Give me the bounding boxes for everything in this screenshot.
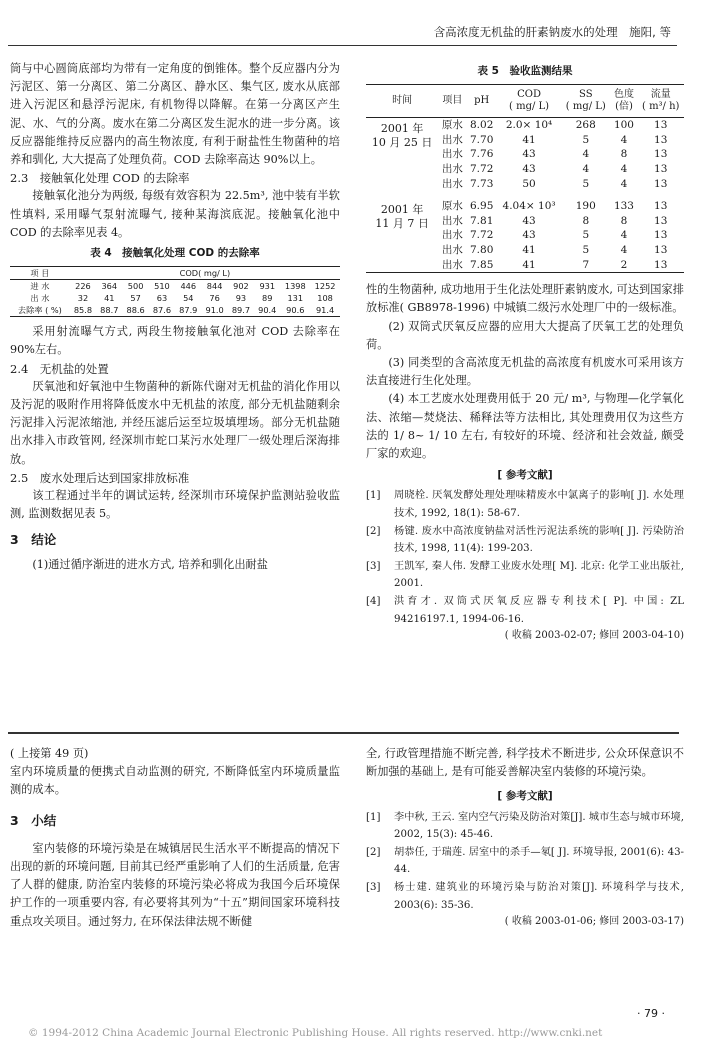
- paragraph: (4) 本工艺废水处理费用低于 20 元/ m³, 与物理—化学氧化法、浓缩—焚烧法、稀释法等方法相比, 其处理费用仅为这些方法的 1/ 8~ 1/ 10 左右, 有较好的环境、经济和社会效益, 颇受厂家的欢迎。: [366, 392, 684, 460]
- t5-cell-color: 4: [620, 229, 628, 242]
- reference-number: [3]: [366, 560, 381, 572]
- t4-cell: 131: [287, 293, 304, 304]
- references-heading: [ 参考文献]: [497, 469, 553, 482]
- t5-cell-item: 出水: [441, 162, 463, 175]
- table-4: [10, 266, 340, 317]
- left-column: [10, 60, 340, 574]
- t5-cell-ph: 7.80: [470, 243, 494, 256]
- reference-item: [366, 487, 684, 522]
- t5-cell-cod: 43: [522, 162, 536, 175]
- t5-cell-flow: 13: [654, 200, 668, 213]
- t5-cell-color: 8: [620, 148, 628, 161]
- t4-cell: 90.4: [258, 305, 277, 316]
- received-date: ( 收稿 2003-02-07; 修回 2003-04-10): [504, 630, 684, 642]
- paragraph: 室内环境质量的便携式自动监测的研究, 不断降低室内环境质量监测的成本。: [10, 765, 340, 797]
- t5-cell-ph: 7.72: [470, 229, 494, 242]
- t5-cell-color: 133: [613, 200, 634, 213]
- t5-cell-ss: 268: [575, 119, 596, 132]
- t5-cell-flow: 13: [654, 133, 668, 146]
- t4-cell: 41: [104, 293, 115, 304]
- reference-number: [2]: [366, 525, 381, 537]
- t5-cell-ss: 190: [575, 200, 596, 213]
- section-3-summary-title: 3 小结: [10, 812, 57, 828]
- t4-cell: 54: [183, 293, 194, 304]
- t4-cell: 93: [235, 293, 247, 304]
- paragraph: 性的生物菌种, 成功地用于生化法处理肝素钠废水, 可达到国家排放标准( GB8978-1996) 中城镇二级污水处理厂中的一级标准。: [366, 283, 684, 315]
- t5-cell-cod: 41: [522, 243, 536, 256]
- t5-cell-flow: 13: [654, 148, 668, 161]
- section-2-4-title: 2.4 无机盐的处置: [10, 361, 109, 376]
- reference-number: [2]: [366, 846, 381, 858]
- t5-cell-flow: 13: [654, 229, 668, 242]
- paragraph: 接触氧化池分为两级, 每级有效容积为 22.5m³, 池中装有半软性填料, 采用曝气泵射流曝气, 接种某海滨底泥。接触氧化池中 COD 的去除率见表 4。: [10, 189, 340, 239]
- t4-cell: 85.8: [73, 305, 93, 316]
- paragraph: 筒与中心圆筒底部均为带有一定角度的倒锥体。整个反应器内分为污泥区、第一分离区、第二分离区、静水区、集气区, 废水从底部进入污泥区和悬浮污泥床, 有机物得以降解。在第一分离区产生泥、水、气的分离。废水在第二分离区发生泥水的进一步分离。该反应器能维持反应器内的高生物浓度, 有利于耐盐性生物菌种的培养和驯化, 大大提高了处理负荷。COD 去除率高达 90%以上。: [10, 62, 340, 167]
- section-2-3-title: 2.3 接触氧化处理 COD 的去除率: [10, 171, 190, 186]
- t4-cell: 364: [101, 281, 118, 292]
- t5-cell-color: 100: [613, 119, 634, 132]
- t4-cell: 91.0: [205, 305, 224, 316]
- t4-cell: 902: [233, 281, 249, 292]
- t4-cell: 76: [209, 293, 220, 304]
- t5-cell-item: 原水: [441, 119, 463, 132]
- t5-cell-cod: 43: [522, 229, 536, 242]
- t5-cell-ss: 7: [582, 258, 590, 271]
- t5-cell-item: 出水: [441, 229, 463, 242]
- t5-cell-ph: 7.76: [470, 148, 494, 161]
- t5-cell-flow: 13: [654, 243, 668, 256]
- reference-text: 周晓栓. 厌氧发酵处理处理味精废水中氯离子的影响[ J]. 水处理技术, 1992, 18(1): 58-67.: [394, 490, 684, 519]
- reference-text: 杨键. 废水中高浓度钠盐对活性污泥法系统的影响[ J]. 污染防治技术, 1998, 11(4): 199-203.: [394, 525, 684, 555]
- reference-number: [3]: [366, 881, 381, 893]
- t5-cell-ss: 5: [582, 177, 590, 190]
- t4-row-label: 进 水: [30, 281, 50, 292]
- references-list: [366, 487, 684, 628]
- references-heading: [ 参考文献]: [497, 790, 553, 803]
- t5-header-color: 色度 (倍): [610, 85, 637, 118]
- bottom-right-column: [366, 745, 684, 930]
- t4-cell: 63: [156, 293, 168, 304]
- paragraph: 全, 行政管理措施不断完善, 科学技术不断进步, 公众环保意识不断加强的基础上, 是有可能妥善解决室内装修的环境污染。: [366, 747, 684, 779]
- t5-cell-item: 出水: [441, 214, 463, 227]
- paragraph: (3) 同类型的含高浓度无机盐的高浓度有机废水可采用该方法直接进行生化处理。: [366, 355, 684, 388]
- t5-cell-ss: 5: [582, 133, 590, 146]
- right-column: [366, 60, 684, 644]
- t4-cell: 88.6: [126, 305, 145, 316]
- reference-item: [366, 593, 684, 628]
- t4-cell: 931: [259, 281, 276, 292]
- reference-number: [1]: [366, 490, 381, 502]
- t4-cell: 226: [75, 281, 91, 292]
- copyright-footer: © 1994-2012 China Academic Journal Electronic Publishing House. All rights reserved. http://www.cnki.net: [28, 1027, 603, 1039]
- t5-cell-ph: 8.02: [470, 119, 494, 132]
- paragraph: 该工程通过半年的调试运转, 经深圳市环境保护监测站验收监测, 监测数据见表 5。: [10, 489, 340, 521]
- t4-cell: 88.7: [100, 305, 119, 316]
- t5-cell-ph: 7.73: [470, 177, 494, 190]
- t5-header-ss: SS ( mg/ L): [561, 85, 610, 118]
- t5-cell-color: 4: [620, 243, 628, 256]
- t5-cell-flow: 13: [654, 177, 668, 190]
- reference-text: 杨士建. 建筑业的环境污染与防治对策[J]. 环境科学与技术, 2003(6): 35-36.: [394, 881, 684, 911]
- t5-cell-ss: 4: [582, 148, 590, 161]
- reference-text: 洪育才. 双筒式厌氧反应器专利技术[ P]. 中国: ZL 94216197.1, 1994-06-16.: [394, 595, 684, 625]
- t5-header-item: 项目: [438, 85, 466, 118]
- paragraph: (2) 双筒式厌氧反应器的应用大大提高了厌氧工艺的处理负荷。: [366, 319, 684, 351]
- t5-cell-item: 出水: [441, 177, 463, 190]
- table-5: [366, 84, 684, 273]
- t4-row: [10, 280, 340, 293]
- t5-cell-ss: 5: [582, 229, 590, 242]
- running-header: 含高浓度无机盐的肝素钠废水的处理 施阳, 等: [433, 25, 671, 39]
- t5-date: 2001 年 10 月 25 日: [371, 122, 433, 150]
- t4-row: [10, 292, 340, 304]
- t5-cell-color: 2: [620, 258, 628, 271]
- t4-cell: 87.9: [179, 305, 198, 316]
- t5-header-time: 时间: [366, 85, 438, 118]
- t5-cell-item: 出水: [441, 258, 463, 271]
- paragraph: (1)通过循序渐进的进水方式, 培养和驯化出耐盐: [32, 557, 268, 571]
- t5-cell-ph: 7.81: [470, 214, 494, 227]
- t5-cell-item: 出水: [441, 243, 463, 256]
- t5-cell-color: 8: [620, 214, 628, 227]
- t4-cell: 108: [317, 293, 333, 304]
- t5-cell-flow: 13: [654, 214, 668, 227]
- references-list: [366, 809, 684, 915]
- t5-cell-cod: 41: [522, 258, 536, 271]
- reference-text: 李中秋, 王云. 室内空气污染及防治对策[J]. 城市生态与城市环境, 2002, 15(3): 45-46.: [394, 811, 684, 841]
- paragraph: 厌氧池和好氧池中生物菌种的新陈代谢对无机盐的消化作用以及污泥的吸附作用将降低废水中无机盐的浓度, 部分无机盐随剩余污泥排入污泥浓缩池, 并经压滤后运至垃圾填埋场。部分无机盐随出水排入市政管网, 经深圳市蛇口某污水处理厂一级处理后深海排放。: [10, 379, 340, 466]
- t5-header-ph: pH: [466, 85, 497, 118]
- t5-cell-item: 原水: [441, 200, 463, 213]
- table-5-caption: 表 5 验收监测结果: [477, 65, 573, 77]
- article-divider: [8, 732, 679, 734]
- t4-row-label: 去除率 ( %): [17, 305, 62, 316]
- t5-row: [366, 199, 684, 214]
- section-3-title: 3 结论: [10, 532, 57, 548]
- t4-cell: 844: [206, 281, 223, 292]
- page-number: · 79 ·: [637, 1007, 665, 1020]
- t5-cell-cod: 41: [522, 133, 536, 146]
- t4-cell: 1398: [284, 281, 306, 292]
- t5-cell-color: 4: [620, 177, 628, 190]
- t5-cell-color: 4: [620, 162, 628, 175]
- t4-cell: 89.7: [231, 305, 251, 316]
- t5-cell-ph: 6.95: [470, 200, 494, 213]
- table-4-caption: 表 4 接触氧化处理 COD 的去除率: [90, 247, 260, 260]
- t5-cell-ss: 4: [582, 162, 590, 175]
- t5-cell-ss: 5: [582, 243, 590, 256]
- t5-cell-color: 4: [620, 133, 628, 146]
- t5-header-cod: COD ( mg/ L): [497, 85, 561, 118]
- t4-cell: 91.4: [315, 305, 335, 316]
- t5-cell-flow: 13: [654, 258, 668, 271]
- t4-cell: 1252: [314, 281, 336, 292]
- t5-spacer: [366, 191, 684, 199]
- t5-row: [366, 118, 684, 133]
- reference-item: [366, 523, 684, 558]
- t5-cell-item: 出水: [441, 133, 463, 146]
- paragraph: 采用射流曝气方式, 两段生物接触氧化池对 COD 去除率在 90%左右。: [10, 325, 340, 357]
- t5-cell-cod: 4.04× 10³: [502, 200, 556, 213]
- t5-cell-cod: 43: [522, 148, 536, 161]
- t5-cell-ph: 7.72: [470, 162, 494, 175]
- reference-item: [366, 809, 684, 844]
- t5-cell-ph: 7.70: [470, 133, 494, 146]
- t4-cell: 89: [262, 293, 273, 304]
- t4-cell: 32: [77, 293, 89, 304]
- t5-cell-ss: 8: [582, 214, 590, 227]
- t5-cell-item: 出水: [441, 148, 463, 161]
- continued-from: ( 上接第 49 页): [10, 747, 89, 760]
- reference-text: 胡恭任, 于瑞莲. 居室中的杀手—氡[ J]. 环境导报, 2001(6): 43-44.: [394, 846, 684, 876]
- reference-item: [366, 558, 684, 593]
- t5-header-flow: 流量 ( m³/ h): [637, 85, 684, 118]
- header-rule: [8, 45, 677, 46]
- t5-cell-flow: 13: [654, 162, 668, 175]
- t4-cell: 87.6: [152, 305, 172, 316]
- t5-date: 2001 年 11 月 7 日: [375, 203, 429, 231]
- t5-cell-ph: 7.85: [470, 258, 494, 271]
- reference-item: [366, 879, 684, 914]
- t4-header-cod: COD( mg/ L): [70, 267, 340, 280]
- t4-row: [10, 304, 340, 317]
- t4-header-item: 项 目: [10, 267, 70, 280]
- reference-number: [4]: [366, 595, 381, 607]
- bottom-left-column: [10, 745, 340, 931]
- t5-cell-flow: 13: [654, 119, 668, 132]
- t4-cell: 57: [130, 293, 141, 304]
- t4-cell: 510: [154, 281, 170, 292]
- t5-cell-cod: 43: [522, 214, 536, 227]
- paragraph: 室内装修的环境污染是在城镇居民生活水平不断提高的情况下出现的新的环境问题, 目前其已经严重影响了人们的生活质量, 危害了人群的健康, 防治室内装修的环境污染必将成为我国今后环境保护工作的一项重要内容, 有必要将其列为“十五”期间国家环境科技重点攻关项目。通过努力, 在环保法律法规不断健: [10, 841, 340, 928]
- t4-row-label: 出 水: [30, 293, 50, 304]
- reference-text: 王凯军, 秦人伟. 发酵工业废水处理[ M]. 北京: 化学工业出版社, 2001.: [394, 560, 684, 590]
- t5-cell-cod: 50: [522, 177, 536, 190]
- reference-number: [1]: [366, 811, 381, 823]
- section-2-5-title: 2.5 废水处理后达到国家排放标准: [10, 470, 190, 485]
- reference-item: [366, 844, 684, 879]
- t4-cell: 500: [127, 281, 144, 292]
- t4-cell: 90.6: [286, 305, 305, 316]
- t4-cell: 446: [180, 281, 197, 292]
- t5-cell-cod: 2.0× 10⁴: [505, 119, 553, 132]
- received-date: ( 收稿 2003-01-06; 修回 2003-03-17): [504, 916, 684, 928]
